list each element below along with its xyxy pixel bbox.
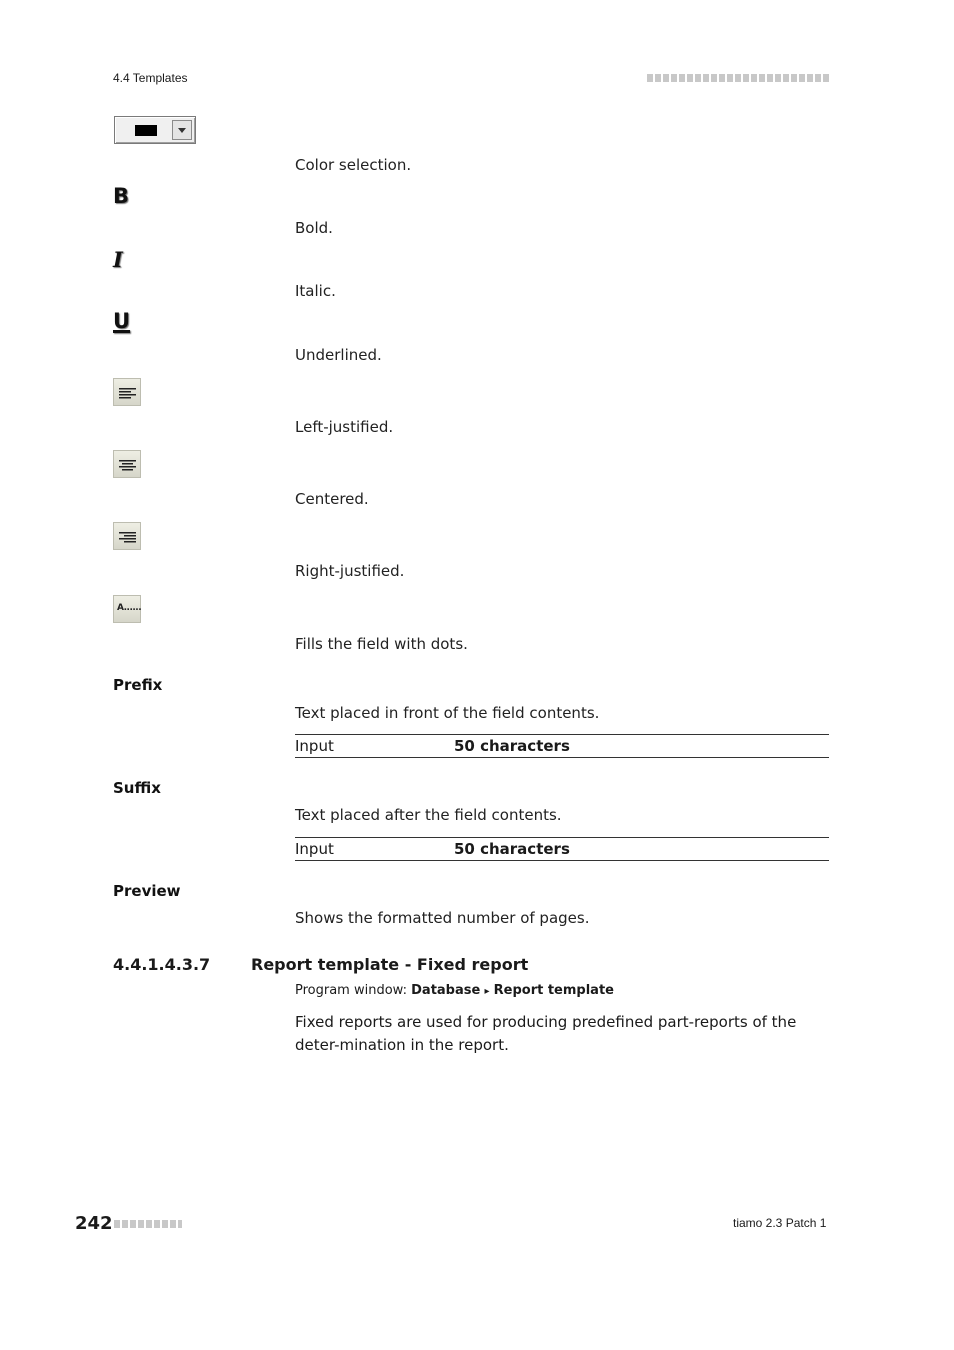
program-window-report-template: Report template xyxy=(493,983,614,998)
color-swatch xyxy=(135,125,157,136)
suffix-input-label: Input xyxy=(295,840,334,858)
footer-dots-decoration xyxy=(114,1220,182,1228)
program-window-database: Database xyxy=(411,983,481,998)
section-title: Report template - Fixed report xyxy=(251,955,529,974)
suffix-input-table xyxy=(295,837,829,861)
prefix-term: Prefix xyxy=(113,676,163,694)
chevron-down-icon xyxy=(172,120,192,140)
align-right-icon xyxy=(113,522,141,550)
left-justified-desc: Left-justified. xyxy=(295,418,394,436)
header-dots-decoration xyxy=(647,74,829,82)
suffix-desc: Text placed after the field contents. xyxy=(295,806,562,824)
prefix-input-table xyxy=(295,734,829,758)
underlined-desc: Underlined. xyxy=(295,346,382,364)
italic-desc: Italic. xyxy=(295,282,336,300)
section-number: 4.4.1.4.3.7 xyxy=(113,955,211,974)
program-window-label: Program window: xyxy=(295,983,407,998)
preview-desc: Shows the formatted number of pages. xyxy=(295,909,590,927)
suffix-input-value: 50 characters xyxy=(454,840,570,858)
color-selection-desc: Color selection. xyxy=(295,156,412,174)
fill-dots-icon xyxy=(113,595,141,623)
path-separator: ▸ xyxy=(484,986,490,997)
bold-icon: B xyxy=(113,184,130,208)
color-selection-icon xyxy=(114,116,196,144)
footer-product: tiamo 2.3 Patch 1 xyxy=(733,1216,827,1230)
preview-term: Preview xyxy=(113,882,181,900)
fill-dots-desc: Fills the field with dots. xyxy=(295,635,468,653)
underline-icon: U xyxy=(113,309,131,333)
prefix-desc: Text placed in front of the field contents. xyxy=(295,704,600,722)
fill-dots-glyph: A...... xyxy=(117,603,142,613)
right-justified-desc: Right-justified. xyxy=(295,562,405,580)
suffix-term: Suffix xyxy=(113,779,161,797)
prefix-input-value: 50 characters xyxy=(454,737,570,755)
page-number: 242 xyxy=(75,1213,113,1234)
align-left-icon xyxy=(113,378,141,406)
running-header-section: 4.4 Templates xyxy=(113,71,188,85)
align-center-icon xyxy=(113,450,141,478)
program-window-path xyxy=(295,983,614,998)
section-paragraph: Fixed reports are used for producing predefined part-reports of the deter-mination in the report. xyxy=(295,1013,797,1054)
italic-icon: I xyxy=(113,247,123,272)
bold-desc: Bold. xyxy=(295,219,333,237)
centered-desc: Centered. xyxy=(295,490,369,508)
prefix-input-label: Input xyxy=(295,737,334,755)
